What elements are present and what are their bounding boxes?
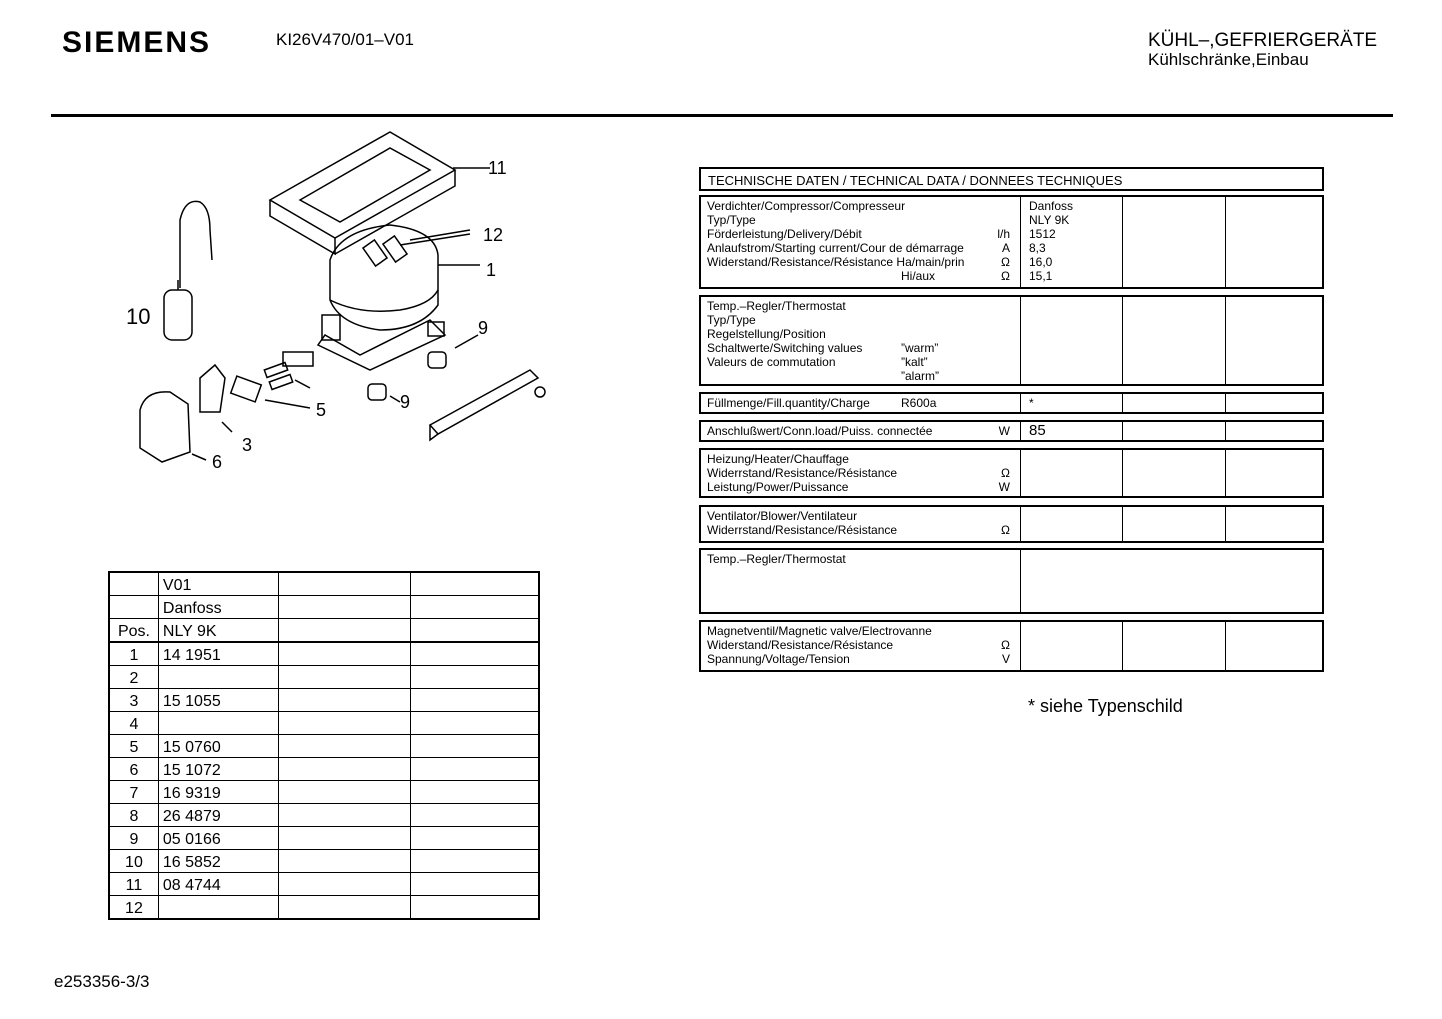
compressor-resistance-main: 16,0 bbox=[1029, 255, 1053, 269]
fill-refrigerant: R600a bbox=[901, 396, 937, 410]
value-cell bbox=[411, 666, 539, 689]
thermostat-valeurs-row: Valeurs de commutation ”kalt” bbox=[707, 355, 928, 369]
value-cell bbox=[279, 712, 411, 735]
value-cell bbox=[411, 619, 539, 643]
parts-drawing bbox=[100, 130, 560, 490]
value-cell: V01 bbox=[158, 572, 278, 596]
pos-cell: 1 bbox=[109, 642, 158, 666]
value-cell bbox=[279, 781, 411, 804]
callout-12: 12 bbox=[483, 225, 504, 245]
compressor-values bbox=[1021, 197, 1123, 287]
callout-5: 5 bbox=[316, 400, 327, 420]
valve-title: Magnetventil/Magnetic valve/Electrovanne bbox=[707, 624, 932, 638]
compressor-current: 8,3 bbox=[1029, 241, 1046, 255]
value-cell bbox=[411, 804, 539, 827]
table-row bbox=[109, 781, 539, 804]
tech-thermostat bbox=[699, 295, 1324, 386]
thermostat-alarm-row: ”alarm” bbox=[901, 369, 939, 383]
pos-cell: 5 bbox=[109, 735, 158, 758]
value-cell: 16 5852 bbox=[158, 850, 278, 873]
value-cell: 26 4879 bbox=[158, 804, 278, 827]
value-cell bbox=[411, 689, 539, 712]
value-cell bbox=[279, 850, 411, 873]
table-row bbox=[109, 873, 539, 896]
category-subtitle: Kühlschränke,Einbau bbox=[1148, 50, 1309, 69]
compressor-col2 bbox=[1123, 197, 1226, 287]
blower-title: Ventilator/Blower/Ventilateur bbox=[707, 509, 858, 523]
value-cell bbox=[279, 596, 411, 619]
pos-cell bbox=[109, 572, 158, 596]
tech-heater bbox=[699, 448, 1324, 498]
compressor-aux-row: Hi/aux Ω bbox=[901, 269, 1010, 283]
conn-value: 85 bbox=[1021, 422, 1123, 440]
tech-title: TECHNISCHE DATEN / TECHNICAL DATA / DONNEES TECHNIQUES bbox=[699, 167, 1324, 191]
compressor-resistance-aux: 15,1 bbox=[1029, 269, 1053, 283]
compressor-brand: Danfoss bbox=[1029, 199, 1074, 213]
table-row bbox=[109, 827, 539, 850]
category-title: KÜHL–,GEFRIERGERÄTE bbox=[1148, 30, 1378, 51]
pos-cell: 3 bbox=[109, 689, 158, 712]
valve-resistance-row: Widerstand/Resistance/Résistance Ω bbox=[707, 638, 1010, 652]
fill-label: Füllmenge/Fill.quantity/Charge bbox=[707, 396, 870, 410]
value-cell bbox=[279, 619, 411, 643]
callout-1: 1 bbox=[486, 260, 497, 280]
tech-thermostat2 bbox=[699, 548, 1324, 614]
value-cell: 15 1072 bbox=[158, 758, 278, 781]
table-row bbox=[109, 735, 539, 758]
compressor-current-row: Anlaufstrom/Starting current/Cour de démarrage A bbox=[707, 241, 1010, 255]
conn-unit: W bbox=[998, 424, 1010, 438]
tech-connection bbox=[699, 420, 1324, 442]
conn-label: Anschlußwert/Conn.load/Puiss. connectée bbox=[707, 424, 933, 438]
tech-fill bbox=[699, 392, 1324, 414]
table-row bbox=[109, 804, 539, 827]
value-cell: 16 9319 bbox=[158, 781, 278, 804]
table-row bbox=[109, 572, 539, 596]
value-cell: Danfoss bbox=[158, 596, 278, 619]
value-cell bbox=[411, 642, 539, 666]
value-cell bbox=[411, 572, 539, 596]
table-row bbox=[109, 596, 539, 619]
value-cell bbox=[279, 804, 411, 827]
value-cell bbox=[279, 827, 411, 850]
table-row bbox=[109, 758, 539, 781]
value-cell bbox=[411, 596, 539, 619]
pos-cell: 11 bbox=[109, 873, 158, 896]
table-row bbox=[109, 689, 539, 712]
pos-cell: Pos. bbox=[109, 619, 158, 643]
value-cell bbox=[411, 873, 539, 896]
callout-10: 10 bbox=[126, 304, 151, 329]
value-cell bbox=[158, 896, 278, 920]
value-cell bbox=[411, 827, 539, 850]
document-id: e253356-3/3 bbox=[54, 972, 150, 991]
callout-6: 6 bbox=[212, 452, 223, 472]
thermostat-title: Temp.–Regler/Thermostat bbox=[707, 299, 846, 313]
footnote: * siehe Typenschild bbox=[1028, 696, 1183, 716]
callout-3: 3 bbox=[242, 435, 253, 455]
value-cell bbox=[279, 896, 411, 920]
pos-cell: 10 bbox=[109, 850, 158, 873]
compressor-type: NLY 9K bbox=[1029, 213, 1070, 227]
thermostat-labels bbox=[701, 297, 1021, 384]
table-row bbox=[109, 896, 539, 920]
value-cell: NLY 9K bbox=[158, 619, 278, 643]
table-row bbox=[109, 619, 539, 643]
table-row bbox=[109, 642, 539, 666]
value-cell bbox=[279, 735, 411, 758]
pos-cell: 7 bbox=[109, 781, 158, 804]
compressor-labels bbox=[701, 197, 1021, 287]
thermostat-switch-row: Schaltwerte/Switching values ”warm” bbox=[707, 341, 939, 355]
value-cell bbox=[279, 873, 411, 896]
compressor-title: Verdichter/Compressor/Compresseur bbox=[707, 199, 906, 213]
value-cell bbox=[411, 758, 539, 781]
fill-value: * bbox=[1021, 394, 1123, 412]
pos-cell: 9 bbox=[109, 827, 158, 850]
compressor-col3 bbox=[1226, 197, 1322, 287]
parts-table bbox=[108, 571, 540, 920]
value-cell bbox=[279, 642, 411, 666]
value-cell bbox=[411, 735, 539, 758]
pos-cell: 4 bbox=[109, 712, 158, 735]
table-row bbox=[109, 850, 539, 873]
pos-cell: 2 bbox=[109, 666, 158, 689]
value-cell bbox=[411, 896, 539, 920]
callout-9-b: 9 bbox=[400, 392, 411, 412]
value-cell bbox=[279, 758, 411, 781]
value-cell: 05 0166 bbox=[158, 827, 278, 850]
thermostat-type-label: Typ/Type bbox=[707, 313, 756, 327]
compressor-delivery-row: Förderleistung/Delivery/Débit l/h bbox=[707, 227, 1010, 241]
heater-title: Heizung/Heater/Chauffage bbox=[707, 452, 849, 466]
table-row bbox=[109, 666, 539, 689]
value-cell: 15 1055 bbox=[158, 689, 278, 712]
pos-cell bbox=[109, 596, 158, 619]
tech-blower bbox=[699, 505, 1324, 543]
exploded-parts-diagram bbox=[100, 130, 560, 490]
thermostat-position-label: Regelstellung/Position bbox=[707, 327, 826, 341]
value-cell bbox=[411, 781, 539, 804]
compressor-type-label: Typ/Type bbox=[707, 213, 756, 227]
value-cell bbox=[158, 666, 278, 689]
table-row bbox=[109, 712, 539, 735]
value-cell: 14 1951 bbox=[158, 642, 278, 666]
callout-9-a: 9 bbox=[478, 318, 489, 338]
value-cell bbox=[158, 712, 278, 735]
callout-11: 11 bbox=[488, 158, 507, 178]
pos-cell: 12 bbox=[109, 896, 158, 920]
value-cell: 15 0760 bbox=[158, 735, 278, 758]
value-cell bbox=[279, 572, 411, 596]
model-number: KI26V470/01–V01 bbox=[276, 30, 415, 49]
header-rule bbox=[51, 114, 1393, 117]
blower-resistance-row: Widerrstand/Resistance/Résistance Ω bbox=[707, 523, 1010, 537]
value-cell bbox=[279, 666, 411, 689]
value-cell: 08 4744 bbox=[158, 873, 278, 896]
thermostat2-title: Temp.–Regler/Thermostat bbox=[707, 552, 846, 566]
heater-power-row: Leistung/Power/Puissance W bbox=[707, 480, 1010, 494]
pos-cell: 8 bbox=[109, 804, 158, 827]
valve-voltage-row: Spannung/Voltage/Tension V bbox=[707, 652, 1010, 666]
value-cell bbox=[411, 850, 539, 873]
tech-valve bbox=[699, 620, 1324, 672]
compressor-resistance-row: Widerstand/Resistance/Résistance Ha/main/prin Ω bbox=[707, 255, 1010, 269]
value-cell bbox=[279, 689, 411, 712]
brand-logo: SIEMENS bbox=[62, 26, 212, 59]
compressor-delivery: 1512 bbox=[1029, 227, 1056, 241]
pos-cell: 6 bbox=[109, 758, 158, 781]
value-cell bbox=[411, 712, 539, 735]
heater-resistance-row: Widerrstand/Resistance/Résistance Ω bbox=[707, 466, 1010, 480]
tech-compressor bbox=[699, 195, 1324, 289]
